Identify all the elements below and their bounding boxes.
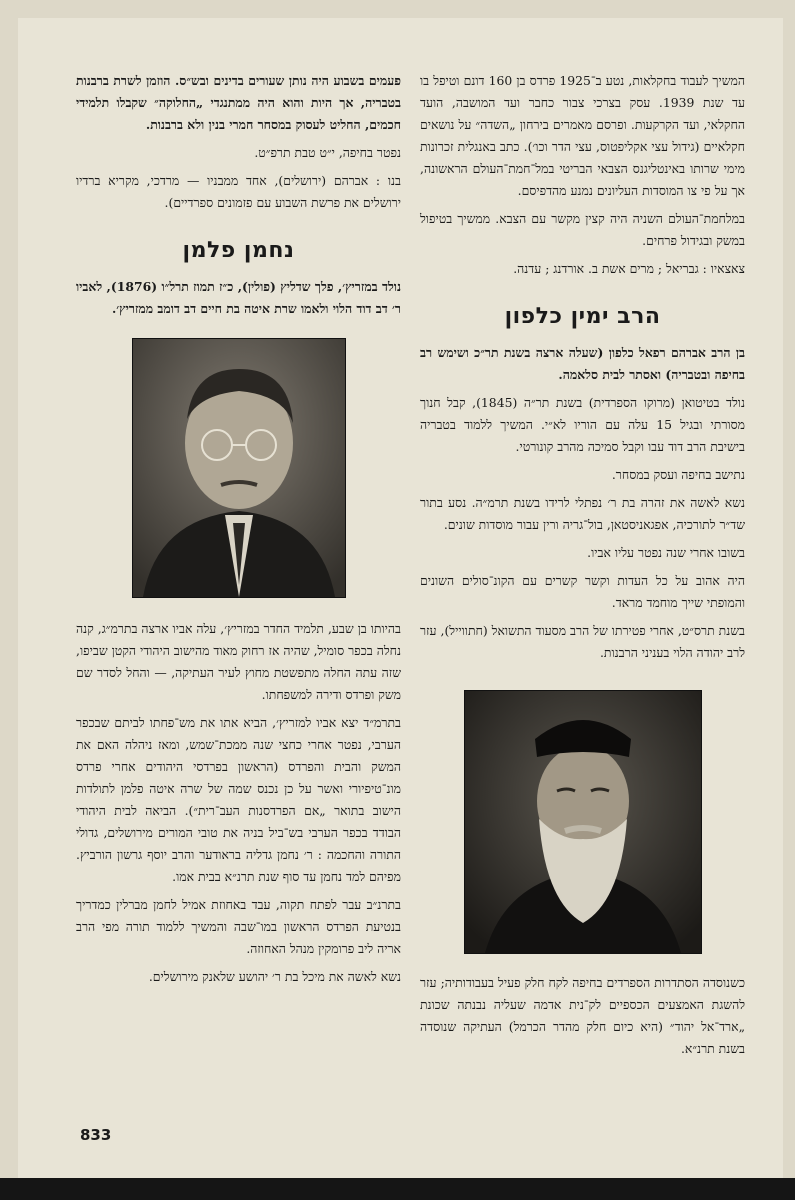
- paragraph: בהיותו בן שבע, תלמיד החדר במזריץ׳, עלה אביו ארצה בתרמ״ג, קנה נחלה בכפר סומיל, שהיה אז רחוק מאוד מהישוב היהודי הקטן שביפו, שזה עתה החלה מתפשטת מחוץ לעיר העתיקה, — והחל לסדר שם משק ופרדס ודירה למשפחתו.: [76, 621, 401, 702]
- paragraph: במלחמת־העולם השניה היה קצין מקשר עם הצבא. ממשיך בטיפול במשק ובגידול פרחים.: [420, 211, 745, 248]
- left-mid-text: [76, 276, 401, 320]
- paragraph: בן הרב אברהם רפאל כלפון (שעלה ארצה בשנת תר״כ ושימש רב בחיפה ובטבריה) ואסתר לבית סלאמה.: [420, 345, 745, 382]
- left-column: [76, 70, 401, 994]
- section-heading-pelman: נחמן פלמן: [182, 238, 295, 263]
- section-heading-kalfon: הרב ימין כלפון: [504, 304, 661, 329]
- man-portrait-icon: [133, 339, 345, 597]
- rabbi-portrait-icon: [465, 691, 701, 953]
- book-page: [18, 18, 783, 1178]
- paragraph: כשנוסדה הסתדרות הספרדים בחיפה לקח חלק פעיל בעבודותיה; עזר להשגת האמצעים הכספיים לק־נית אדמה שעליה נבנתה שכונת „ארד־אל יהוד״ (היא כיום חלק מהדר הכרמל) העתיקה שנוסדה בשנת תרנ״א.: [420, 975, 745, 1056]
- scan-bottom-edge: [0, 1178, 795, 1200]
- portrait-photo-kalfon: [464, 690, 702, 954]
- page-number: 833: [80, 1126, 112, 1144]
- right-column: [420, 70, 745, 1066]
- paragraph: בתרנ״ב עבר לפתח תקוה, עבד באחוזת אמיל לחמן מברלין כמדריך בנטיעת הפרדס הראשון במו־שבה והמשיך ללמוד תורה מפי הרב אריה ליב פרומקין מנהל האחוזה.: [76, 897, 401, 956]
- paragraph: נולד בטיטואן (מרוקו הספרדית) בשנת תר״ה (1845), קבל חנוך מסורתי ובגיל 15 עלה עם הוריו לא״י. המשיך ללמוד בטבריה בישיבת הרב דוד עבו וקבל סמיכה מהרב קונורטי.: [420, 395, 745, 454]
- paragraph: נשא לאשה את זהרה בת ר׳ נפתלי לרידו בשנת תרמ״ה. נסע בתור שד״ר לתורכיה, אפגאניסטאן, בול־גריה ורין עבור מוסדות שונים.: [420, 495, 745, 532]
- bleed-through-text: [48, 30, 753, 52]
- paragraph: בתרמ״ד יצא אביו למזריץ׳, הביא אתו את מש־פחתו לביתם שבכפר הערבי, נפטר אחרי כחצי שנה ממכת־שמש, ומאז ניהלה האם את המשק והבית והפרדס (הראשון בפרדסי היהודים אחרי פרדס מונ־טיפיורי ואשר על כן נכנס שמה של שרה איטה פלמן לתולדות הישוב בתואר „אם הפרדסנות העב־רית״). הביאה לבית היהודי הבודד בכפר הערבי בש־ביל בניה את טובי המורים מירושלים, גדולי התורה והחכמה : ר׳ נחמן גדליה בראודער והרב יוסף גרשון הורביץ. מפיהם למד נחמן עד סוף שנת תרנ״א בבית אמו.: [76, 715, 401, 884]
- paragraph: בשובו אחרי שנה נפטר עליו אביו.: [587, 545, 745, 560]
- paragraph: המשיך לעבוד בחקלאות, נטע ב־1925 פרדס בן 160 דונם וטיפל בו עד שנת 1939. עסק בצרכי צבור כחבר ועד המושבה, הועד החקלאי, ועד הקרקעות. ופרסם מאמרים בירחון „השדה״ על נושאים חקלאיים (גידול עצי אקליפטוס, עצי הדר וכו׳). כתב באנגלית זכרונות מימי שרותו באינטליגנס הצבאי הבריטי במל־חמת־העולם הראשונה, אך על פי צו המוסדות העליונים נמנע מהדפיסם.: [420, 73, 745, 198]
- paragraph: נשא לאשה את מיכל בת ר׳ יהושע שלאנק מירושלים.: [148, 969, 401, 984]
- paragraph: היה אהוב על כל העדות וקשר קשרים עם הקונ־סולים השונים והמופתי שייך מוחמד מראד.: [420, 573, 745, 610]
- right-top-text: [420, 70, 745, 280]
- paragraph: בשנת תרס״ט, אחרי פטירתו של הרב מסעוד התשואל (חתווייל), עזר לרב יהודה הלוי בעניני הרבנות.: [420, 623, 745, 660]
- right-bottom-text: [420, 972, 745, 1060]
- paragraph: צאצאיו : גבריאל ; מרים אשת ב. אורדנג ; עדנה.: [513, 261, 745, 276]
- right-mid-text: [420, 342, 745, 664]
- paragraph: נתישב בחיפה ועסק במסחר.: [611, 467, 745, 482]
- paragraph: נפטר בחיפה, י״ט טבת תרפ״ט.: [254, 145, 401, 160]
- portrait-photo-pelman: [132, 338, 346, 598]
- paragraph: פעמים בשבוע היה נותן שעורים בדינים ובש״ס. הוזמן לשרת ברבנות בטבריה, אך היות והוא היה ממתנגדי „החלוקה״ שקבלו תלמידי חכמים, החליט לעסוק במסחר חמרי בנין ולא ברבנות.: [76, 73, 401, 132]
- paragraph: נולד במזריץ׳, פלך שדליץ (פולין), כ״ז תמוז תרל״ו (1876), לאביו ר׳ דב דוד הלוי ולאמו שרת איטה בת חיים דב דומב ממזריץ׳.: [76, 279, 401, 316]
- left-bottom-text: [76, 618, 401, 988]
- paragraph: בנו : אברהם (ירושלים), אחד ממבניו — מרדכי, מקריא ברדיו ירושלים את פרשת השבוע עם פזמונים ספרדיים).: [76, 173, 401, 210]
- left-top-text: [76, 70, 401, 214]
